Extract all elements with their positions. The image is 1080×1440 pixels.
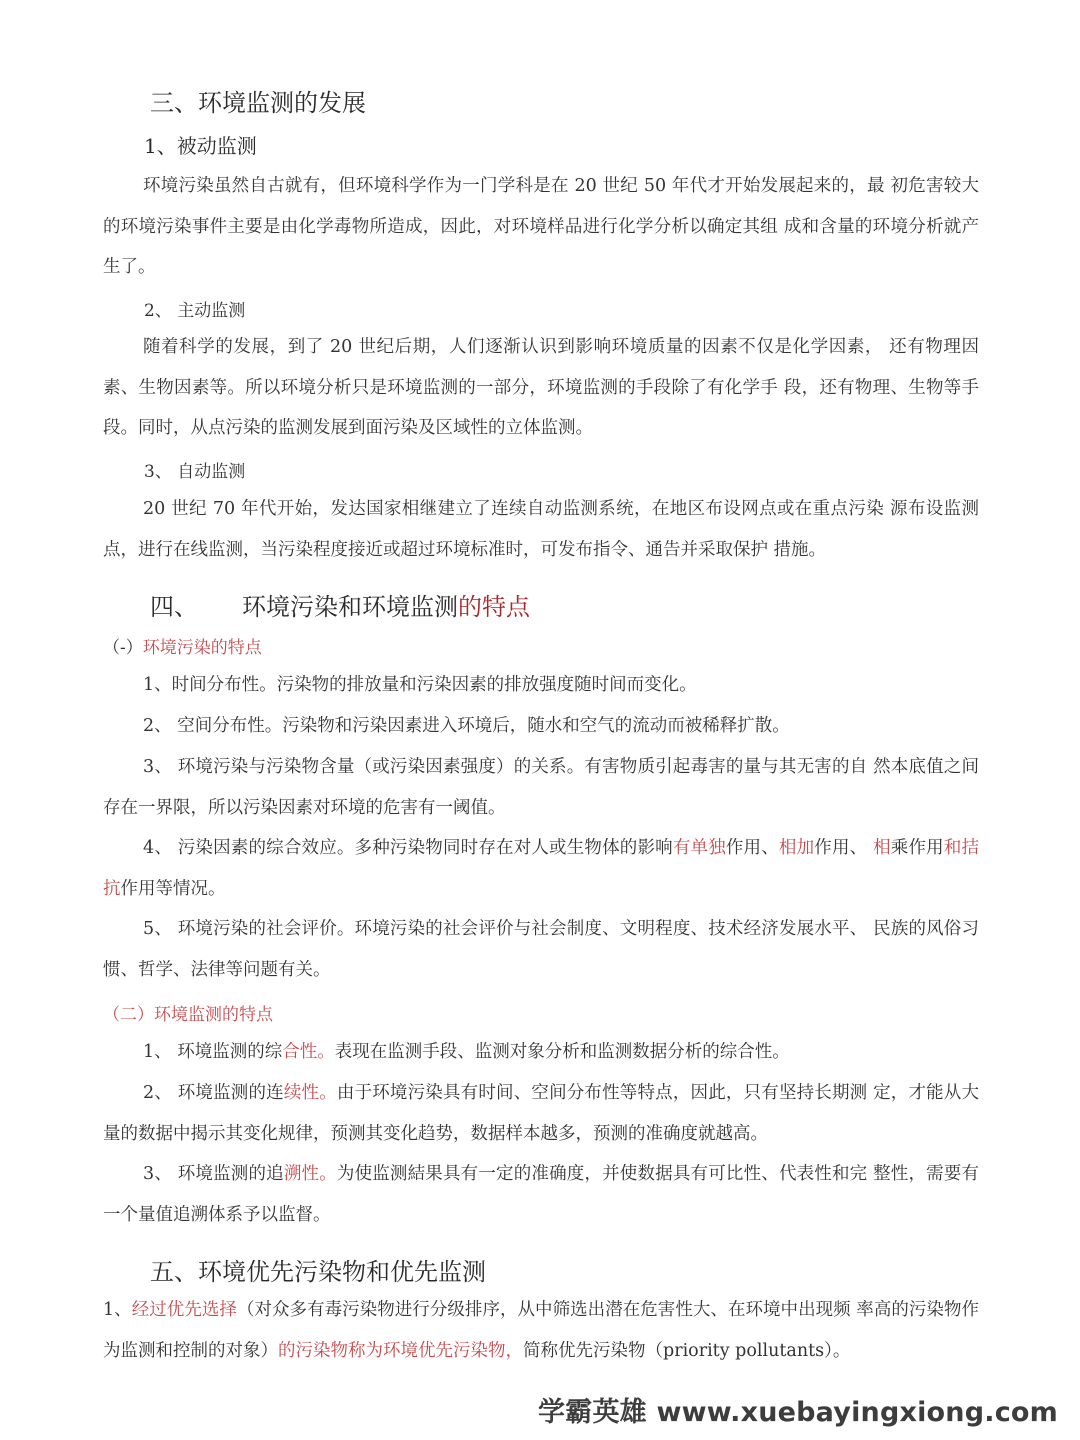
feature-4-text-i: 作用等情况。: [120, 878, 226, 899]
feature-4-text-e: 作用、: [814, 838, 874, 858]
feature-4-highlight-antagonism: 和拮抗: [103, 838, 980, 899]
section3-sub1-paragraph: 环境污染虽然自古就有，但环境科学作为一门学科是在 20 世纪 50 年代才开始发展起来的，最 初危害较大的环境污染事件主要是由化学毒物所造成，因此，对环境样品进行化学分析以确定其组 成和含量的环境分析就产生了。: [103, 176, 979, 277]
pollution-feature-1: 1、时间分布性。污染物的排放量和污染因素的排放强度随时间而变化。: [143, 675, 697, 695]
monitoring-feature-2-text-a: 2、 环境监测的连: [143, 1083, 284, 1103]
monitoring-feature-3: [103, 1154, 979, 1235]
section5-text-c: （对众多有毒污染物进行分级排序，从中筛选出潜在危害性大、在环境中出现频 率高的污染物作为监测和控制的对象）: [103, 1300, 980, 1361]
section4-sub1-label: 环境污染的特点: [142, 638, 262, 658]
section4-heading-main: 环境污染和环境监测: [242, 593, 458, 621]
monitoring-feature-3-text-a: 3、 环境监测的追: [143, 1164, 284, 1184]
monitoring-feature-2-text-c: 由于环境污染具有时间、空间分布性等特点，因此，只有坚持长期测 定，才能从大量的数据中揭示其变化规律，预测其变化趋势，数据样本越多，预测的准确度就越高。: [103, 1083, 980, 1144]
feature-4-highlight-synergy: 相: [873, 838, 891, 858]
pollution-feature-3: 3、 环境污染与污染物含量（或污染因素强度）的关系。有害物质引起毒害的量与其无害的自 然本底值之间存在一界限，所以污染因素对环境的危害有一阈值。: [103, 757, 979, 818]
monitoring-feature-3-highlight: 溯性。: [283, 1164, 337, 1184]
monitoring-feature-1-text-c: 表现在监测手段、监测对象分析和监测数据分析的综合性。: [334, 1042, 790, 1062]
feature-4-text-c: 作用、: [725, 838, 779, 858]
section5-paragraph: [103, 1290, 979, 1371]
monitoring-feature-2: [103, 1073, 979, 1154]
footer-brand-watermark: 学霸英雄 www.xuebayingxiong.com: [538, 1397, 1058, 1428]
feature-4-highlight-additive: 相加: [778, 838, 815, 858]
monitoring-feature-1-highlight: 合性。: [282, 1042, 335, 1062]
section4-heading-number: 四、: [150, 593, 198, 621]
pollution-feature-4: [103, 828, 979, 909]
monitoring-feature-2-highlight: 续性。: [283, 1083, 337, 1103]
section3-sub2-heading: 2、 主动监测: [144, 301, 246, 321]
section4-sub2-heading: [103, 1000, 273, 1025]
section3-heading: 三、环境监测的发展: [150, 89, 366, 117]
section4-heading: [150, 587, 530, 622]
section5-text-e: 简称优先污染物（priority pollutants）。: [523, 1340, 851, 1361]
section5-highlight-selection: 经过优先选择: [131, 1300, 237, 1320]
section5-heading: 五、环境优先污染物和优先监测: [150, 1258, 486, 1286]
feature-4-text-a: 4、 污染因素的综合效应。多种污染物同时存在对人或生物体的影响: [143, 838, 673, 858]
section4-heading-highlight: 的特点: [458, 593, 530, 621]
feature-4-text-g: 乘作用: [890, 838, 944, 858]
section4-sub1-prefix: （-）: [103, 638, 143, 658]
pollution-feature-2: 2、 空间分布性。污染物和污染因素进入环境后，随水和空气的流动而被稀释扩散。: [143, 716, 790, 736]
section4-sub2-label: 环境监测的特点: [154, 1005, 273, 1025]
monitoring-feature-1-text-a: 1、 环境监测的综: [143, 1042, 283, 1062]
monitoring-feature-3-text-c: 为使监测結果具有一定的准确度，并使数据具有可比性、代表性和完 整性，需要有一个量值追溯体系予以监督。: [103, 1164, 980, 1225]
pollution-feature-5: 5、 环境污染的社会评价。环境污染的社会评价与社会制度、文明程度、技术经济发展水平、 民族的风俗习惯、哲学、法律等问题有关。: [103, 919, 979, 980]
monitoring-feature-1: [103, 1032, 979, 1073]
section3-sub2-paragraph: 随着科学的发展，到了 20 世纪后期，人们逐渐认识到影响环境质量的因素不仅是化学因素， 还有物理因素、生物因素等。所以环境分析只是环境监测的一部分，环境监测的手段除了有化学手 段，还有物理、生物等手段。同时，从点污染的监测发展到面污染及区域性的立体监测。: [103, 337, 979, 438]
section3-sub3-heading: 3、 自动监测: [144, 462, 246, 482]
section4-sub2-prefix: （二）: [103, 1005, 154, 1025]
section4-sub1-heading: [103, 633, 262, 658]
section5-text-a: 1、: [103, 1300, 132, 1320]
feature-4-highlight-independent: 有单独: [672, 838, 726, 858]
section3-sub3-paragraph: 20 世纪 70 年代开始，发达国家相继建立了连续自动监测系统，在地区布设网点或在重点污染 源布设监测点，进行在线监测，当污染程度接近或超过环境标准时，可发布指令、通告并采取保护 措施。: [103, 499, 979, 560]
section3-sub1-heading: 1、被动监测: [144, 134, 257, 158]
section5-highlight-definition: 的污染物称为环境优先污染物，: [278, 1340, 523, 1361]
